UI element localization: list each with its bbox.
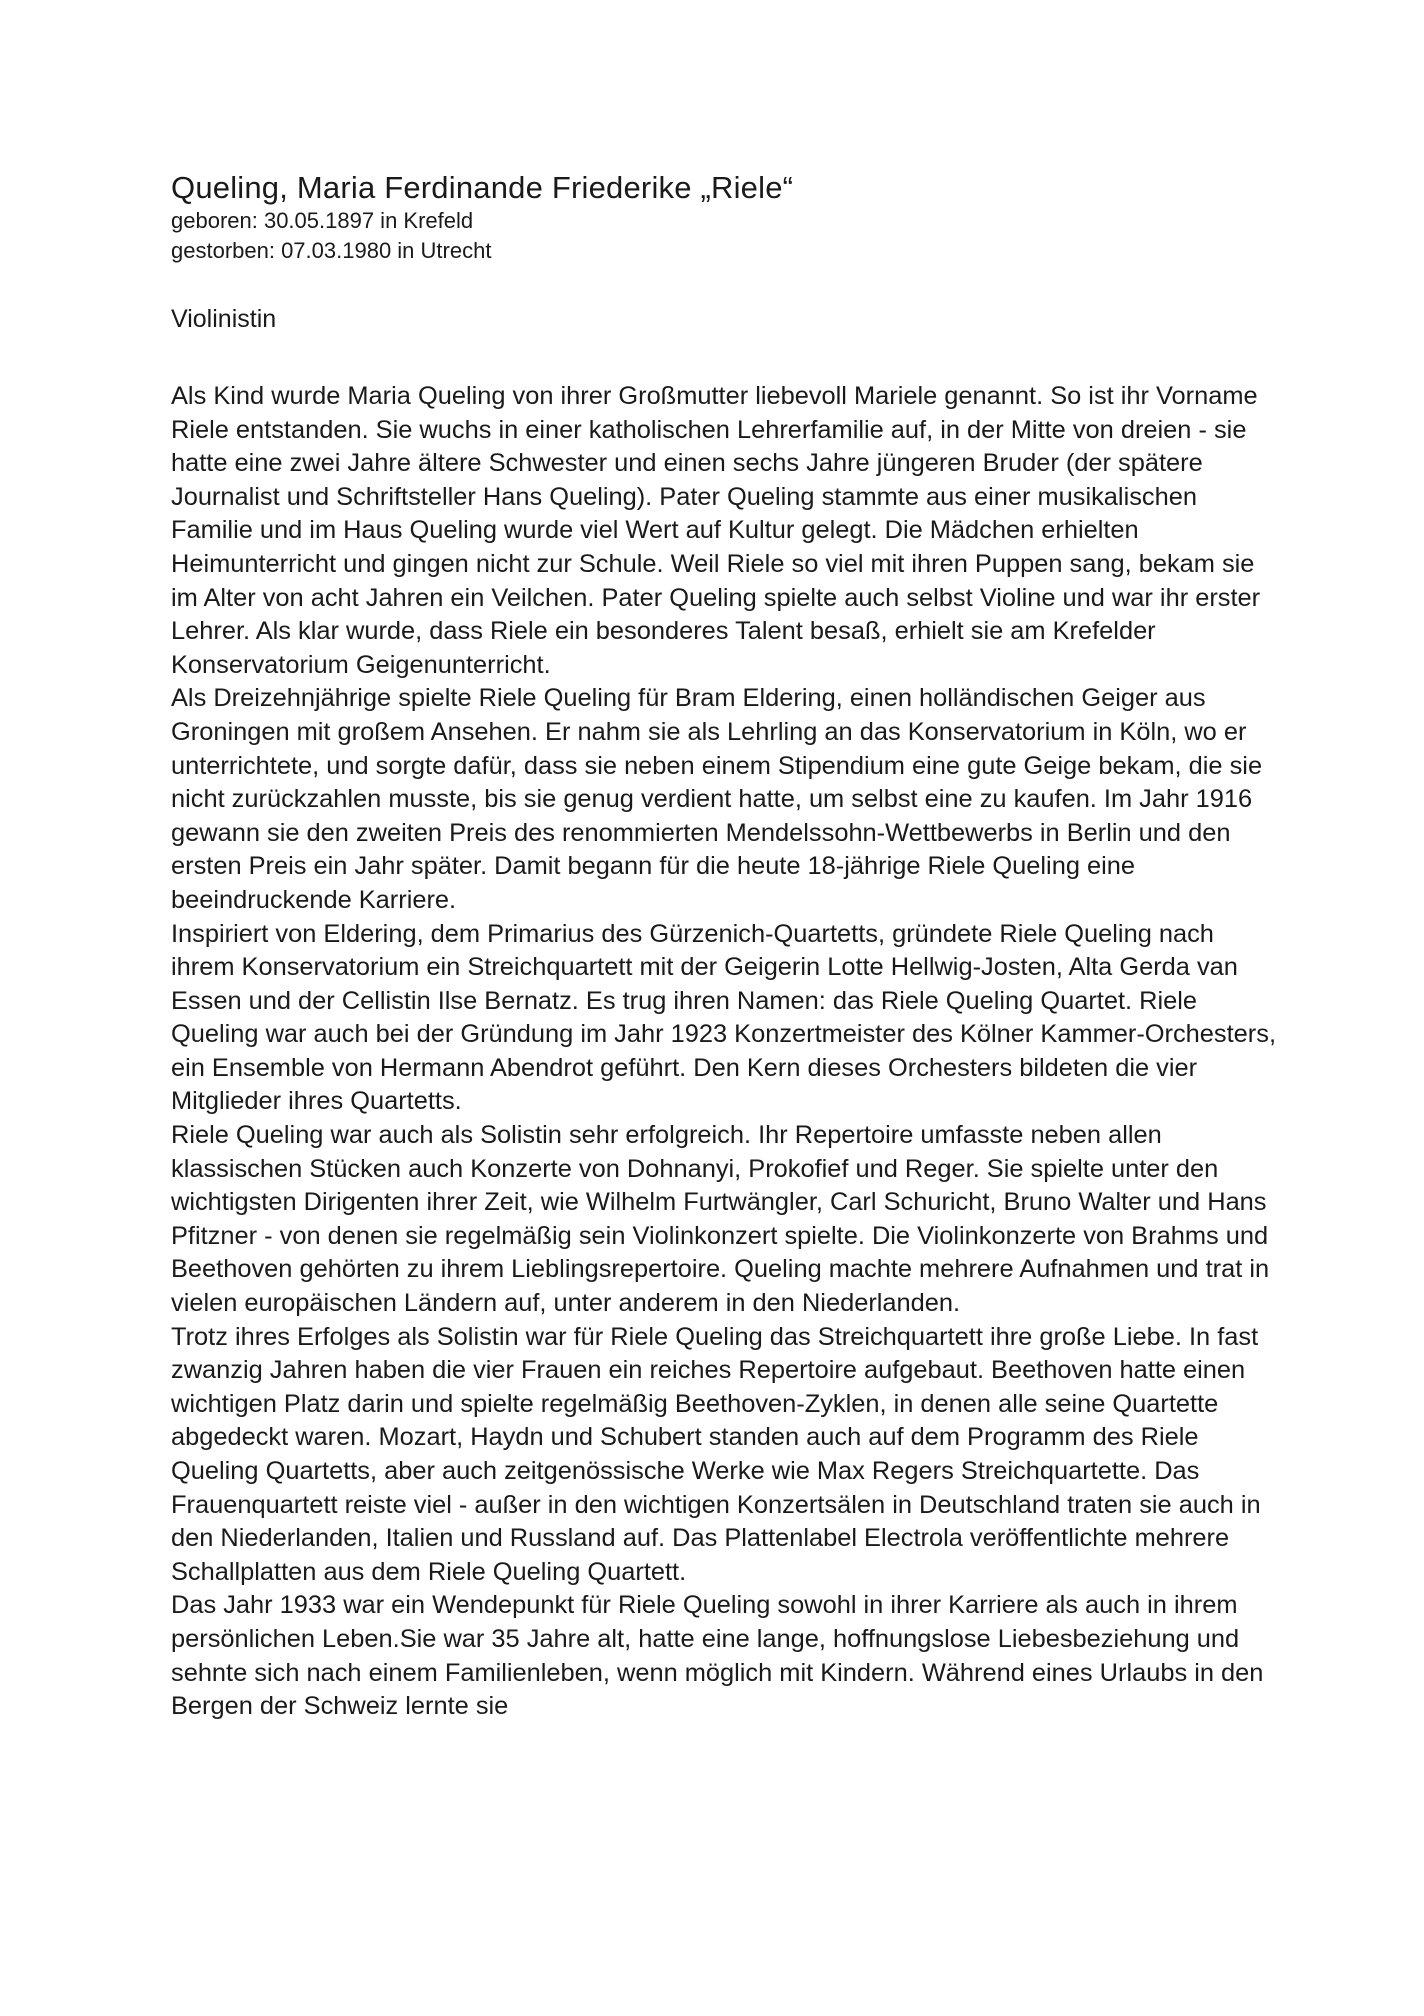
- document-page: [171, 170, 1281, 1724]
- paragraph-training: Als Dreizehnjährige spielte Riele Queling für Bram Eldering, einen holländischen Geiger aus Groningen mit großem Ansehen. Er nahm sie als Lehrling an das Konservatorium in Köln, wo er unterrichtete, und sorgte dafür, dass sie neben einem Stipendium eine gute Geige bekam, die sie nicht zurückzahlen musste, bis sie genug verdient hatte, um selbst eine zu kaufen. Im Jahr 1916 gewann sie den zweiten Preis des renommierten Mendelssohn-Wettbewerbs in Berlin und den ersten Preis ein Jahr später. Damit begann für die heute 18-jährige Riele Queling eine beeindruckende Karriere.: [171, 684, 1263, 914]
- paragraph-childhood: Als Kind wurde Maria Queling von ihrer Großmutter liebevoll Mariele genannt. So ist ihr Vorname Riele entstanden. Sie wuchs in einer katholischen Lehrerfamilie auf, in der Mitte von dreien - sie hatte eine zwei Jahre ältere Schwester und einen sechs Jahre jüngeren Bruder (der spätere Journalist und Schriftsteller Hans Queling). Pater Queling stammte aus einer musikalischen Familie und im Haus Queling wurde viel Wert auf Kultur gelegt. Die Mädchen erhielten Heimunterricht und gingen nicht zur Schule. Weil Riele so viel mit ihren Puppen sang, bekam sie im Alter von acht Jahren ein Veilchen. Pater Queling spielte auch selbst Violine und war ihr erster Lehrer. Als klar wurde, dass Riele ein besonderes Talent besaß, erhielt sie am Krefelder Konservatorium Geigenunterricht.: [171, 382, 1261, 679]
- paragraph-turning-point: Das Jahr 1933 war ein Wendepunkt für Riele Queling sowohl in ihrer Karriere als auch in ihrem persönlichen Leben.Sie war 35 Jahre alt, hatte eine lange, hoffnungslose Liebesbeziehung und sehnte sich nach einem Familienleben, wenn möglich mit Kindern. Während eines Urlaubs in den Bergen der Schweiz lernte sie: [171, 1591, 1264, 1721]
- death-info: gestorben: 07.03.1980 in Utrecht: [171, 238, 492, 263]
- document-title: Queling, Maria Ferdinande Friederike „Riele“: [171, 170, 794, 205]
- paragraph-quartet-repertoire: Trotz ihres Erfolges als Solistin war für Riele Queling das Streichquartett ihre große Liebe. In fast zwanzig Jahren haben die vier Frauen ein reiches Repertoire aufgebaut. Beethoven hatte einen wichtigen Platz darin und spielte regelmäßig Beethoven-Zyklen, in denen alle seine Quartette abgedeckt waren. Mozart, Haydn und Schubert standen auch auf dem Programm des Riele Queling Quartetts, aber auch zeitgenössische Werke wie Max Regers Streichquartette. Das Frauenquartett reiste viel - außer in den wichtigen Konzertsälen in Deutschland traten sie auch in den Niederlanden, Italien und Russland auf. Das Plattenlabel Electrola veröffentlichte mehrere Schallplatten aus dem Riele Queling Quartett.: [171, 1322, 1261, 1586]
- paragraph-quartet-founding: Inspiriert von Eldering, dem Primarius des Gürzenich-Quartetts, gründete Riele Queling nach ihrem Konservatorium ein Streichquartett mit der Geigerin Lotte Hellwig-Josten, Alta Gerda van Essen und der Cellistin Ilse Bernatz. Es trug ihren Namen: das Riele Queling Quartet. Riele Queling war auch bei der Gründung im Jahr 1923 Konzertmeister des Kölner Kammer-Orchesters, ein Ensemble von Hermann Abendrot geführt. Den Kern dieses Orchesters bildeten die vier Mitglieder ihres Quartetts.: [171, 919, 1277, 1116]
- paragraph-soloist: Riele Queling war auch als Solistin sehr erfolgreich. Ihr Repertoire umfasste neben allen klassischen Stücken auch Konzerte von Dohnanyi, Prokofief und Reger. Sie spielte unter den wichtigsten Dirigenten ihrer Zeit, wie Wilhelm Furtwängler, Carl Schuricht, Bruno Walter und Hans Pfitzner - von denen sie regelmäßig sein Violinkonzert spielte. Die Violinkonzerte von Brahms und Beethoven gehörten zu ihrem Lieblingsrepertoire. Queling machte mehrere Aufnahmen und trat in vielen europäischen Ländern auf, unter anderem in den Niederlanden.: [171, 1121, 1270, 1318]
- profession: Violinistin: [171, 305, 277, 333]
- birth-info: geboren: 30.05.1897 in Krefeld: [171, 208, 474, 233]
